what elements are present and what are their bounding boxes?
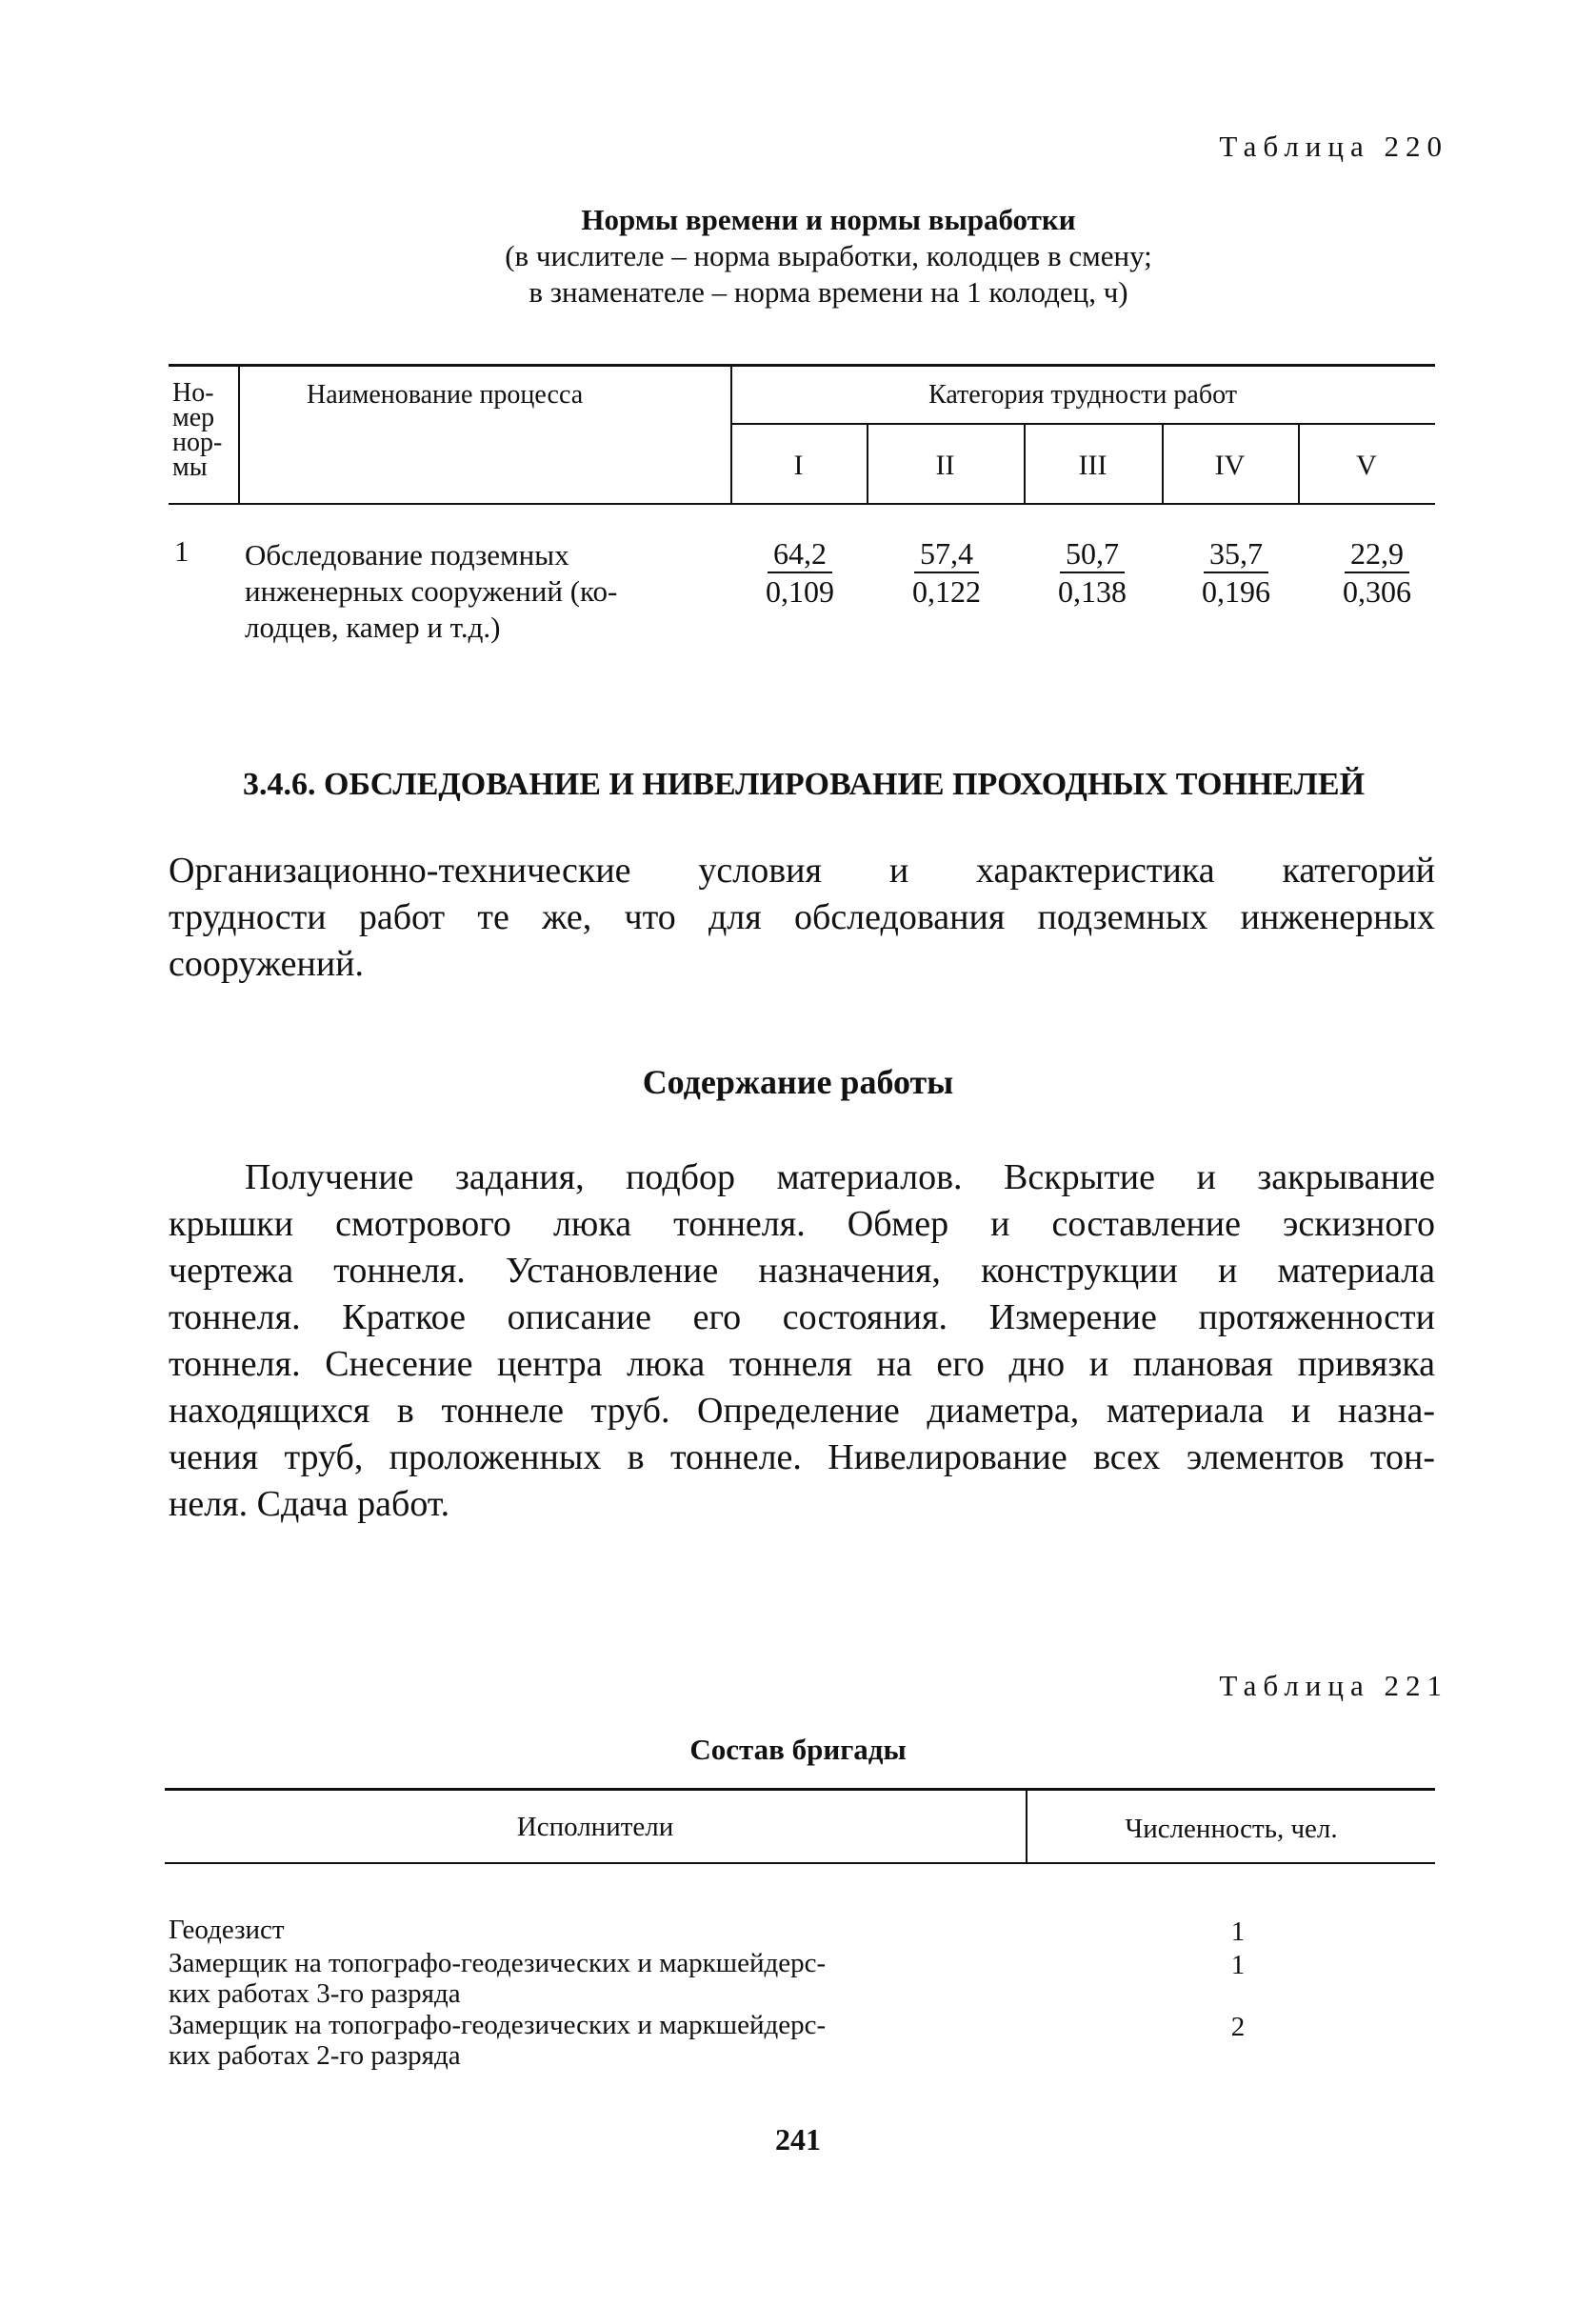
table-221-label: Таблица 221: [1219, 1669, 1448, 1702]
header-process-name: Наименование процесса: [307, 380, 584, 410]
table-header-rule: [169, 503, 1435, 505]
header-category-II: II: [935, 450, 955, 481]
header-category-III: III: [1078, 450, 1107, 481]
table-220-caption-line-2: (в числителе – норма выработки, колодцев в смену;: [505, 239, 1152, 272]
page-number: 241: [775, 2122, 821, 2157]
header-category-I: I: [793, 450, 804, 481]
norm-value-IV: 35,7 0,196: [1202, 536, 1270, 609]
header-norm-number: Но- мер нор- мы: [172, 378, 223, 482]
table-220-caption-line-3: в знаменателе – норма времени на 1 колодец, ч): [529, 275, 1128, 309]
table-221-caption: [0, 1732, 1596, 1768]
norm-value-V: 22,9 0,306: [1343, 536, 1411, 609]
brigade-row-1-performer: Геодезист: [169, 1915, 285, 1945]
brigade-row-3-count: 2: [1230, 2012, 1246, 2042]
table-220-label: Таблица 220: [1219, 130, 1448, 163]
content-paragraph: Получение задания, подбор материалов. Вскрытие и закрывание крышки смотрового люка тоннеля. Обмер и составление эскизного чертежа тоннеля. Установление назначения, конструкции и материала тоннеля. Краткое описание его состояния. Измерение протяженности тоннеля. Снесение центра люка тоннеля на его дно и плановая привязка находящихся в тоннеле труб. Определение диаметра, материала и назна- чения труб, проложенных в тоннеле. Нивелирование всех элементов тон- неля. Сдача работ.: [169, 1157, 1435, 1524]
norm-value-II: 57,4 0,122: [912, 536, 981, 609]
table-221-top-rule: [165, 1788, 1435, 1791]
section-heading: 3.4.6. ОБСЛЕДОВАНИЕ И НИВЕЛИРОВАНИЕ ПРОХОДНЫХ ТОННЕЛЕЙ: [243, 767, 1366, 802]
brigade-row-1-count: 1: [1230, 1916, 1246, 1947]
brigade-row-3-performer: Замерщик на топографо-геодезических и маркшейдерс- ких работах 2-го разряда: [169, 2010, 827, 2071]
row-process-name: Обследование подземных инженерных сооружений (ко- лодцев, камер и т.д.): [245, 538, 618, 644]
header-count: Численность, чел.: [1125, 1814, 1338, 1844]
table-220-caption: [286, 202, 1371, 311]
category-subheader-rule: [730, 423, 1435, 425]
norm-value-I: 64,2 0,109: [766, 536, 834, 609]
content-heading: Содержание работы: [642, 1063, 954, 1101]
header-category-IV: IV: [1214, 450, 1246, 481]
header-category-group: Категория трудности работ: [928, 380, 1237, 410]
brigade-row-2-performer: Замерщик на топографо-геодезических и маркшейдерс- ких работах 3-го разряда: [169, 1948, 827, 2009]
brigade-row-2-count: 1: [1230, 1950, 1246, 1980]
section-intro: Организационно-технические условия и характеристика категорий трудности работ те же, что для обследования подземных инженерных сооружений.: [169, 851, 1435, 984]
table-221-title: Состав бригады: [689, 1733, 907, 1766]
table-220: [169, 364, 1435, 650]
table-221-header-rule: [165, 1862, 1435, 1864]
header-performers: Исполнители: [516, 1812, 674, 1842]
norm-value-III: 50,7 0,138: [1058, 536, 1127, 609]
header-category-V: V: [1356, 450, 1377, 481]
row-number: 1: [174, 534, 190, 568]
table-220-title: Нормы времени и нормы выработки: [581, 203, 1076, 236]
col-divider: [238, 364, 240, 505]
table-top-rule: [169, 364, 1435, 367]
